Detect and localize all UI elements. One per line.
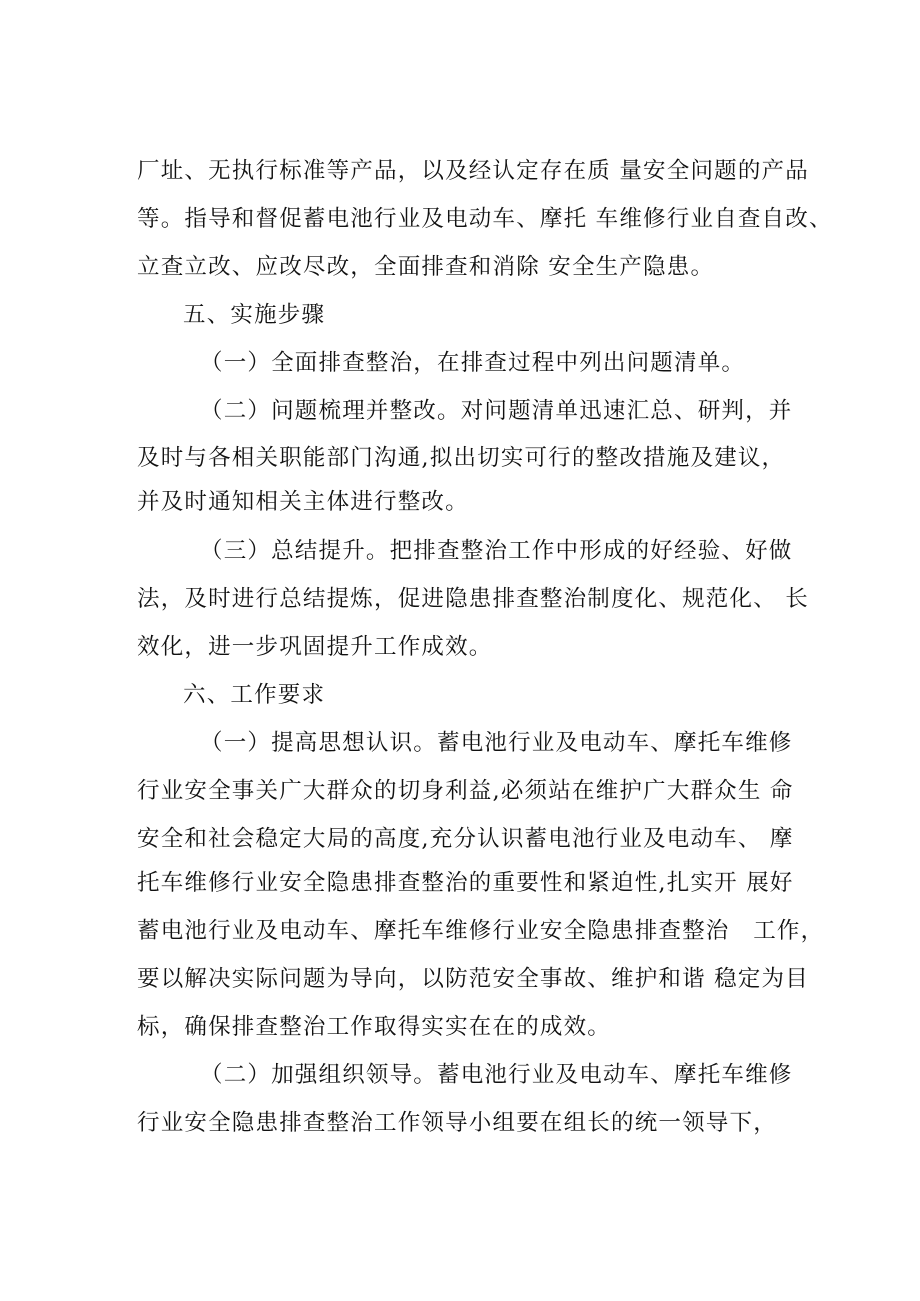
paragraph-line: 法，及时进行总结提炼，促进隐患排查整治制度化、规范化、 长 — [137, 586, 809, 612]
paragraph-line: （一）提高思想认识。蓄电池行业及电动车、摩托车维修 — [200, 730, 793, 756]
paragraph-line: 并及时通知相关主体进行整改。 — [137, 489, 469, 515]
paragraph-line: 效化，进一步巩固提升工作成效。 — [137, 634, 493, 660]
paragraph-line: 要以解决实际问题为导向，以防范安全事故、维护和谐 稳定为目 — [137, 966, 809, 992]
section-heading: 五、实施步骤 — [183, 302, 326, 328]
paragraph-line: 安全和社会稳定大局的高度,充分认识蓄电池行业及电动车、 摩 — [137, 826, 794, 852]
section-heading: 六、工作要求 — [183, 682, 326, 708]
paragraph-line: （二）加强组织领导。蓄电池行业及电动车、摩托车维修 — [200, 1062, 793, 1088]
paragraph-line: 行业安全隐患排查整治工作领导小组要在组长的统一领导下， — [137, 1110, 777, 1136]
paragraph-line: 行业安全事关广大群众的切身利益,必须站在维护广大群众生 命 — [137, 778, 794, 804]
paragraph-line: 标，确保排查整治工作取得实实在在的成效。 — [137, 1014, 612, 1040]
paragraph-line: 厂址、无执行标准等产品，以及经认定存在质 量安全问题的产品 — [137, 158, 809, 184]
paragraph-line: 蓄电池行业及电动车、摩托车维修行业安全隐患排查整治 工作， — [137, 918, 825, 944]
paragraph-line: 等。指导和督促蓄电池行业及电动车、摩托 车维修行业自查自改、 — [137, 206, 833, 232]
paragraph-line: （一）全面排查整治，在排查过程中列出问题清单。 — [200, 350, 746, 376]
paragraph-line: （二）问题梳理并整改。对问题清单迅速汇总、研判，并 — [200, 398, 793, 424]
paragraph-line: 立查立改、应改尽改，全面排查和消除 安全生产隐患。 — [137, 254, 715, 280]
paragraph-line: 及时与各相关职能部门沟通,拟出切实可行的整改措施及建议， — [137, 445, 786, 471]
paragraph-line: 托车维修行业安全隐患排查整治的重要性和紧迫性,扎实开 展好 — [137, 870, 794, 896]
paragraph-line: （三）总结提升。把排查整治工作中形成的好经验、好做 — [200, 538, 793, 564]
